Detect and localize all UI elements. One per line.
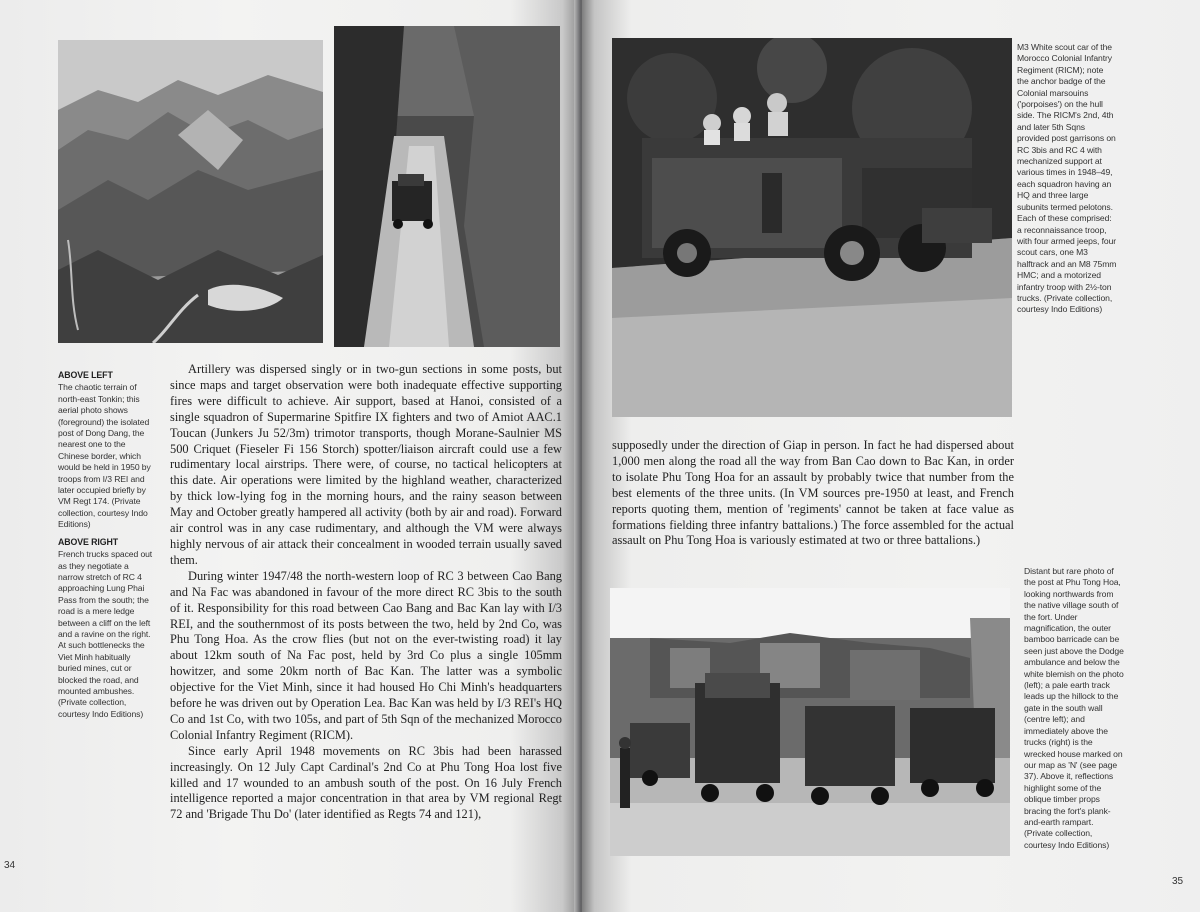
caption-text: M3 White scout car of the Morocco Colonial Infantry Regiment (RICM); note the anchor badge of the Colonial marsouins ('porpoises') on the hull side. The RICM's 2nd, 4th and later 5th Sqns provided post garrisons on RC 3bis and RC 4 with mechanized support at various times in 1948–49, each squadron having an HQ and three large subunits termed pelotons. Each of these comprised: a reconnaissance troop, with four armed jeeps, four scout cars, one M3 halftrack and an M8 75mm HMC; and a motorized infantry troop with 2½-ton trucks. (Private collection, courtesy Indo Editions) [1017, 42, 1117, 315]
caption-text: Distant but rare photo of the post at Phu Tong Hoa, looking northwards from the native village south of the fort. Under magnification, the outer bamboo barricade can be seen just above the Dodge ambulance and below the white blemish on the photo (left); a pale earth track leads up the hillock to the gate in the south wall (centre left); and immediately above the trucks (right) is the wrecked house marked on our map as 'N' (see page 37). Above it, reflections highlight some of the oblique timber props bracing the fort's plank-and-earth rampart. (Private collection, courtesy Indo Editions) [1024, 566, 1124, 850]
caption-text: French trucks spaced out as they negotiate a narrow stretch of RC 4 approaching Lung Phai Pass from the south; the road is a mere ledge between a cliff on the left and a ravine on the right. At such bottlenecks the Viet Minh habitually buried mines, cut or blocked the road, and mounted ambushes. (Private collection, courtesy Indo Editions) [58, 549, 153, 719]
left-body-text [170, 362, 562, 823]
right-body-text [612, 438, 1014, 549]
fort-caption [1024, 566, 1124, 857]
body-paragraph: Since early April 1948 movements on RC 3bis had been harassed increasingly. On 12 July Capt Cardinal's 2nd Co at Phu Tong Hoa lost five killed and 17 wounded to an ambush south of the post. On 16 July French intelligence reported a major concentration in that area by VM regional Regt 72 and 'Brigade Thu Do' (later identified as Regts 74 and 121), [170, 743, 562, 822]
page-number: 35 [1172, 876, 1184, 887]
body-paragraph: Artillery was dispersed singly or in two-gun sections in some posts, but since maps and target observation were both inadequate effective supporting fires were difficult to achieve. Air support, based at Hanoi, consisted of a single squadron of Supermarine Spitfire IX fighters and two of Amiot AAC.1 Toucan (Junkers Ju 52/3m) trimotor transports, though Morane-Saulnier MS 500 Criquet (Fieseler Fi 156 Storch) spotter/liaison aircraft could use a few rudimentary local airstrips. There were, of course, no tactical helicopters at this date. Air operations were limited by the highland weather, characterized by thick low-lying fog in the morning hours, and the rainy season between May and October greatly hampered all activity (both by air and road). Forward air control was in any case rudimentary, and although the VM were always highly nervous of air attack their concealment in wooded terrain usually saved them. [170, 362, 562, 567]
scout-car-photo [612, 38, 1012, 417]
body-paragraph: During winter 1947/48 the north-western loop of RC 3 between Cao Bang and Na Fac was abandoned in favour of the more direct RC 3bis to the south of it. Responsibility for this road between Cao Bang and Bac Kan lay with I/3 REI, and the southernmost of its posts between the two, held by 2nd Co, was Phu Tong Hoa. As the crow flies (but not on the ever-twisting road) it lay about 12km south of Na Fac post, held by 3rd Co plus a single 105mm howitzer, and some 20km north of Bac Kan. The latter was a symbolic objective for the Viet Minh, since it had housed Ho Chi Minh's headquarters before he was driven out by Operation Lea. Bac Kan was held by I/3 REI's HQ Co and 1st Co, with two 105s, and part of 5th Sqn of the mechanized Morocco Colonial Infantry Regiment (RICM). [170, 568, 562, 742]
body-paragraph: supposedly under the direction of Giap in person. In fact he had dispersed about 1,000 men along the road all the way from Ban Cao down to Bac Kan, in order to isolate Phu Tong Hoa for an assault by probably twice that number from the best elements of the three units. (In VM sources pre-1950 at least, and French reports quoting them, mention of 'regiments' cannot be taken at face value as formations fielding three infantry battalions.) The force assembled for the actual assault on Phu Tong Hoa is variously estimated at two or three battalions.) [612, 438, 1014, 548]
trucks-on-road-photo [334, 26, 560, 347]
caption-heading: ABOVE RIGHT [58, 536, 118, 547]
right-page [582, 0, 1200, 912]
left-captions [58, 370, 154, 726]
left-page [0, 0, 580, 912]
scout-car-caption [1017, 42, 1117, 322]
page-number: 34 [4, 860, 16, 871]
aerial-terrain-photo [58, 40, 323, 343]
caption-text: The chaotic terrain of north-east Tonkin; this aerial photo shows (foreground) the isolated post of Dong Dang, the nearest one to the Chinese border, which would be held in 1950 by troops from I/3 REI and later occupied briefly by VM Regt 174. (Private collection, courtesy Indo Editions) [58, 382, 151, 530]
caption-heading: ABOVE LEFT [58, 370, 113, 380]
fort-photo [610, 588, 1010, 856]
